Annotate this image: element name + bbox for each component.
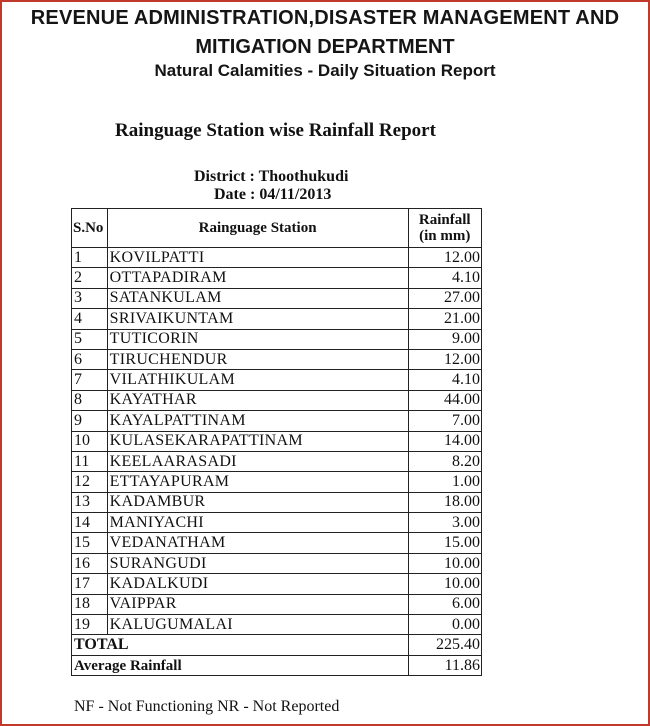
row-station: KAYALPATTINAM	[107, 411, 408, 431]
average-row	[72, 655, 482, 675]
row-station: SATANKULAM	[107, 288, 408, 308]
row-station: VAIPPAR	[107, 594, 408, 614]
column-header-rainfall	[408, 209, 481, 248]
row-rainfall: 12.00	[408, 248, 481, 268]
table-row	[72, 411, 482, 431]
total-label: TOTAL	[72, 635, 409, 655]
footer-note: NF - Not Functioning NR - Not Reported	[74, 698, 340, 715]
row-sno: 6	[72, 349, 108, 369]
row-sno: 2	[72, 268, 108, 288]
table-row	[72, 329, 482, 349]
row-station: MANIYACHI	[107, 513, 408, 533]
row-station: TUTICORIN	[107, 329, 408, 349]
table-row	[72, 268, 482, 288]
rainfall-header-label: Rainfall	[418, 212, 471, 228]
row-rainfall: 12.00	[408, 349, 481, 369]
table-row	[72, 492, 482, 512]
row-station: KALUGUMALAI	[107, 615, 408, 635]
row-sno: 4	[72, 309, 108, 329]
row-rainfall: 14.00	[408, 431, 481, 451]
total-value: 225.40	[408, 635, 481, 655]
row-sno: 1	[72, 248, 108, 268]
row-station: KADALKUDI	[107, 574, 408, 594]
row-sno: 12	[72, 472, 108, 492]
row-rainfall: 8.20	[408, 451, 481, 471]
row-sno: 16	[72, 553, 108, 573]
row-rainfall: 0.00	[408, 615, 481, 635]
table-row	[72, 349, 482, 369]
row-station: SURANGUDI	[107, 553, 408, 573]
column-header-sno: S.No	[72, 209, 108, 248]
row-sno: 11	[72, 451, 108, 471]
row-rainfall: 15.00	[408, 533, 481, 553]
row-station: VILATHIKULAM	[107, 370, 408, 390]
row-sno: 8	[72, 390, 108, 410]
table-header-row	[72, 209, 482, 248]
row-sno: 15	[72, 533, 108, 553]
table-row	[72, 390, 482, 410]
row-rainfall: 10.00	[408, 574, 481, 594]
report-subtitle: Natural Calamities - Daily Situation Report	[154, 61, 496, 80]
row-sno: 10	[72, 431, 108, 451]
date-label: Date : 04/11/2013	[214, 186, 332, 203]
row-sno: 13	[72, 492, 108, 512]
row-sno: 9	[72, 411, 108, 431]
row-station: OTTAPADIRAM	[107, 268, 408, 288]
table-row	[72, 288, 482, 308]
average-label: Average Rainfall	[72, 655, 409, 675]
district-label: District : Thoothukudi	[194, 168, 349, 185]
table-body	[72, 248, 482, 635]
row-station: KEELAARASADI	[107, 451, 408, 471]
row-rainfall: 9.00	[408, 329, 481, 349]
row-sno: 7	[72, 370, 108, 390]
row-sno: 18	[72, 594, 108, 614]
row-sno: 3	[72, 288, 108, 308]
table-row	[72, 451, 482, 471]
row-station: KULASEKARAPATTINAM	[107, 431, 408, 451]
table-row	[72, 615, 482, 635]
table-row	[72, 431, 482, 451]
table-row	[72, 370, 482, 390]
average-value: 11.86	[408, 655, 481, 675]
row-station: KADAMBUR	[107, 492, 408, 512]
department-title-line-1: REVENUE ADMINISTRATION,DISASTER MANAGEMENT AND	[30, 7, 620, 29]
row-rainfall: 18.00	[408, 492, 481, 512]
row-rainfall: 44.00	[408, 390, 481, 410]
row-station: KAYATHAR	[107, 390, 408, 410]
rainfall-header-unit: (in mm)	[419, 228, 471, 244]
row-rainfall: 7.00	[408, 411, 481, 431]
table-row	[72, 553, 482, 573]
row-rainfall: 6.00	[408, 594, 481, 614]
table-row	[72, 533, 482, 553]
row-rainfall: 10.00	[408, 553, 481, 573]
row-sno: 17	[72, 574, 108, 594]
row-station: KOVILPATTI	[107, 248, 408, 268]
table-row	[72, 309, 482, 329]
row-rainfall: 21.00	[408, 309, 481, 329]
row-rainfall: 1.00	[408, 472, 481, 492]
row-station: ETTAYAPURAM	[107, 472, 408, 492]
row-rainfall: 27.00	[408, 288, 481, 308]
row-station: SRIVAIKUNTAM	[107, 309, 408, 329]
table-row	[72, 248, 482, 268]
rainfall-table	[71, 208, 482, 676]
total-row	[72, 635, 482, 655]
department-title-line-2: MITIGATION DEPARTMENT	[195, 36, 455, 58]
row-rainfall: 4.10	[408, 268, 481, 288]
table-row	[72, 472, 482, 492]
row-sno: 5	[72, 329, 108, 349]
table-row	[72, 594, 482, 614]
row-rainfall: 4.10	[408, 370, 481, 390]
table-row	[72, 513, 482, 533]
row-rainfall: 3.00	[408, 513, 481, 533]
row-station: TIRUCHENDUR	[107, 349, 408, 369]
table-row	[72, 574, 482, 594]
row-sno: 14	[72, 513, 108, 533]
report-title: Rainguage Station wise Rainfall Report	[115, 120, 436, 141]
column-header-station: Rainguage Station	[107, 209, 408, 248]
row-station: VEDANATHAM	[107, 533, 408, 553]
row-sno: 19	[72, 615, 108, 635]
